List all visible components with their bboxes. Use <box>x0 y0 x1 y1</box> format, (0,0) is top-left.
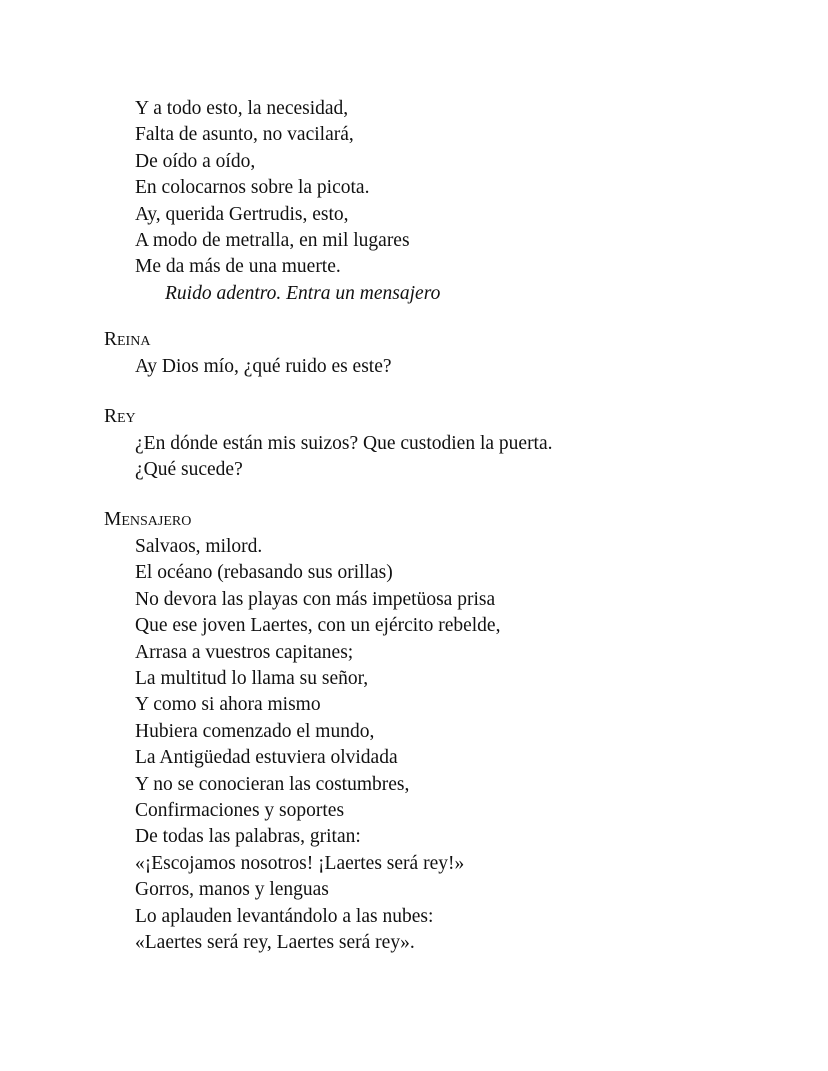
verse-line: Gorros, manos y lenguas <box>135 879 329 901</box>
verse-line: ¿Qué sucede? <box>135 459 243 481</box>
speaker-name: Mensajero <box>104 509 192 530</box>
speech-rey <box>104 404 784 484</box>
verse-line: No devora las playas con más impetüosa prisa <box>135 588 496 610</box>
speech-reina <box>104 327 784 380</box>
verse-line: A modo de metralla, en mil lugares <box>135 230 410 252</box>
verse-line: Hubiera comenzado el mundo, <box>135 720 375 742</box>
verse-line: En colocarnos sobre la picota. <box>135 177 370 199</box>
verse-line: El océano (rebasando sus orillas) <box>135 562 393 584</box>
verse-line: Que ese joven Laertes, con un ejército rebelde, <box>135 615 501 637</box>
verse-line: Y como si ahora mismo <box>135 694 321 716</box>
speaker-name: Reina <box>104 329 151 350</box>
verse-line: La Antigüedad estuviera olvidada <box>135 747 398 769</box>
verse-line: Y no se conocieran las costumbres, <box>135 773 410 795</box>
verse-line: Confirmaciones y soportes <box>135 800 345 822</box>
verse-line: Ay Dios mío, ¿qué ruido es este? <box>135 356 392 377</box>
speaker-name: Rey <box>104 406 136 427</box>
verse-line: Y a todo esto, la necesidad, <box>135 98 349 119</box>
verse-line: ¿En dónde están mis suizos? Que custodien la puerta. <box>135 433 553 454</box>
verse-line: Lo aplauden levantándolo a las nubes: <box>135 905 434 927</box>
verse-passage <box>104 96 784 307</box>
speech-mensajero <box>104 507 784 957</box>
verse-line: La multitud lo llama su señor, <box>135 668 369 690</box>
verse-line: Arrasa a vuestros capitanes; <box>135 641 354 663</box>
verse-line: De oído a oído, <box>135 150 256 172</box>
verse-line: «¡Escojamos nosotros! ¡Laertes será rey!» <box>135 852 465 874</box>
verse-line: Salvaos, milord. <box>135 536 263 557</box>
verse-line: Me da más de una muerte. <box>135 256 341 278</box>
verse-line: De todas las palabras, gritan: <box>135 826 361 848</box>
verse-line: Ay, querida Gertrudis, esto, <box>135 203 349 225</box>
verse-line: «Laertes será rey, Laertes será rey». <box>135 932 415 954</box>
verse-line: Falta de asunto, no vacilará, <box>135 124 354 146</box>
stage-direction: Ruido adentro. Entra un mensajero <box>165 282 441 304</box>
